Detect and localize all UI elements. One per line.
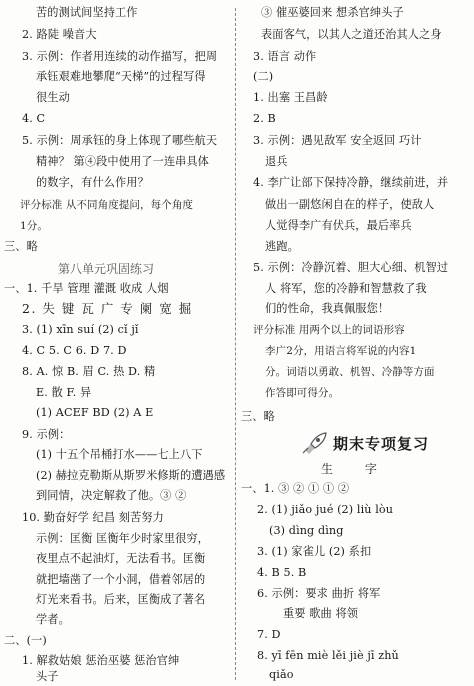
text-line: (3) dìng dìng — [269, 524, 344, 537]
text-line: 4. C 5. C 6. D 7. D — [22, 344, 127, 357]
text-line: 承钰艰难地攀爬“天梯”的过程写得 — [36, 70, 206, 83]
review-title — [301, 432, 429, 454]
text-line: (1) ACEF BD (2) A E — [36, 406, 154, 419]
text-line: 分。词语以勇敢、机智、冷静等方面 — [265, 366, 435, 378]
text-line: 7. D — [257, 628, 281, 641]
text-line: 重要 歌曲 将领 — [283, 607, 359, 620]
text-line: 1. 出塞 王昌龄 — [253, 91, 328, 104]
text-line: 就把墙凿了一个小洞，借着邻居的 — [36, 573, 206, 586]
text-line: 1. 解救姑娘 惩治巫婆 惩治官绅 — [22, 654, 180, 667]
text-line: 4. C — [22, 112, 46, 125]
text-line: 8. yī fēn miè lěi jiè jī zhǔ — [257, 649, 399, 662]
text-line: 苦的测试间坚持工作 — [36, 6, 138, 19]
text-line: 1分。 — [20, 220, 48, 232]
text-line: 退兵 — [265, 155, 288, 168]
text-line: 头子 — [36, 670, 59, 683]
text-line: 灯光来看书。后来，匡衡成了著名 — [36, 593, 206, 606]
text-line: 10. 勤奋好学 纪昌 刻苦努力 — [22, 511, 164, 524]
text-line: 3. 示例：作者用连续的动作描写，把周 — [22, 50, 218, 63]
text-line: 3. (1) 家雀儿 (2) 系扣 — [257, 545, 372, 558]
text-line: 逃跑。 — [265, 240, 299, 253]
text-line: 做出一副悠闲自在的样子，使敌人 — [265, 198, 435, 211]
section-label: 三、略 — [241, 410, 275, 423]
text-line: 3. 语言 动作 — [253, 50, 317, 63]
text-line: 3. (1) xīn suí (2) cǐ jǐ — [22, 323, 139, 336]
text-line: 精神？ 第④段中使用了一连串具体 — [36, 155, 209, 168]
text-line: 8. A. 惊 B. 眉 C. 热 D. 精 — [22, 365, 156, 378]
text-line: 李广2分，用语言将军说的内容1 — [265, 345, 417, 357]
text-line: 2. 失 键 瓦 广 专 阑 宽 掘 — [22, 301, 193, 316]
text-line: 4. 李广让部下保持冷静，继续前进，并 — [253, 176, 449, 189]
rocket-icon — [301, 432, 327, 454]
subsection-heading: 生 字 — [321, 462, 391, 476]
text-line: 一、1. 千旱 管理 灌溉 收成 人烟 — [4, 282, 169, 295]
text-line: 5. 示例：冷静沉着、胆大心细、机智过 — [253, 261, 449, 274]
section-label: 二、(一) — [4, 634, 47, 647]
text-line: 2. (1) jiǎo jué (2) liù lòu — [257, 503, 394, 516]
section-label: (二) — [253, 70, 274, 83]
text-line: (1) 十五个吊桶打水——七上八下 — [36, 448, 203, 461]
text-line: 2. 路陡 噪音大 — [22, 28, 97, 41]
text-line: 作答即可得分。 — [265, 387, 340, 399]
text-line: 9. 示例： — [22, 428, 71, 441]
text-line: 表面客气，以其人之道还治其人之身 — [261, 28, 442, 41]
text-line: 人觉得李广有伏兵，最后率兵 — [265, 219, 412, 232]
scoring-note: 评分标准 从不同角度提问，每个角度 — [20, 199, 194, 211]
title-text: 期末专项复习 — [333, 434, 430, 453]
text-line: 夜里点不起油灯，无法看书。匡衡 — [36, 552, 206, 565]
text-line: 的数字，有什么作用？ — [36, 176, 149, 189]
text-line: E. 散 F. 异 — [36, 386, 92, 399]
scoring-note: 评分标准 用两个以上的词语形容 — [253, 324, 405, 336]
text-line: 2. B — [253, 112, 276, 125]
text-line: 学者。 — [36, 613, 70, 626]
text-line: 3. 示例：遇见敌军 安全返回 巧计 — [253, 134, 422, 147]
text-line: 人 将军，您的冷静和智慧救了我 — [265, 282, 427, 295]
text-line: ③ 催巫婆回来 想杀官绅头子 — [261, 6, 404, 19]
text-line: 5. 示例：周承钰的身上体现了哪些航天 — [22, 134, 218, 147]
text-line: 4. B 5. B — [257, 566, 307, 579]
column-divider — [235, 8, 236, 680]
text-line: 示例：匡衡 匡衡年少时家里很穷， — [36, 532, 209, 545]
text-line: 到同情，决定解救了他。③ ② — [36, 489, 187, 502]
text-line: qiǎo — [269, 668, 294, 681]
text-line: (2) 赫拉克勒斯从斯罗米修斯的遭遇感 — [36, 469, 226, 482]
text-line: 一、1. ③ ② ① ① ② — [241, 482, 350, 495]
text-line: 很生动 — [36, 91, 70, 104]
text-line: 们的性命，我真佩服您！ — [265, 302, 390, 315]
text-line: 6. 示例：要求 曲折 将军 — [257, 587, 381, 600]
section-label: 三、略 — [4, 240, 38, 253]
unit-heading: 第八单元巩固练习 — [58, 262, 155, 276]
